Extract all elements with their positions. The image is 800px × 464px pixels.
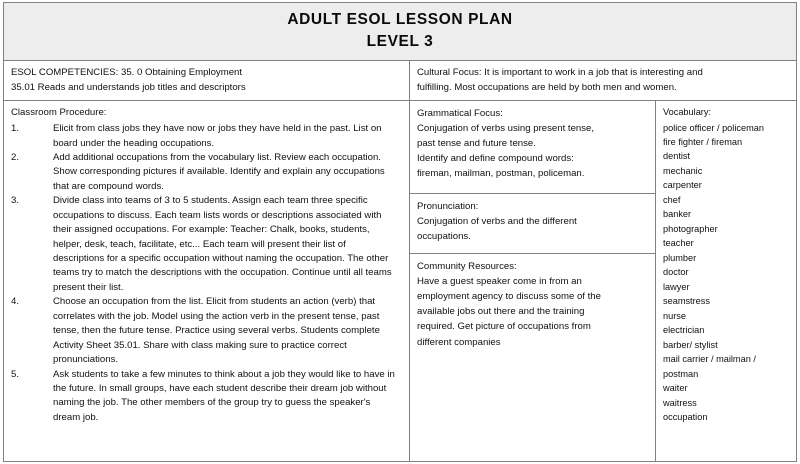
- pronunciation-line: occupations.: [417, 231, 471, 243]
- vocabulary-item: plumber: [663, 252, 697, 263]
- pronunciation-line: Conjugation of verbs and the different: [417, 215, 577, 227]
- procedure-step-number: 2.: [11, 151, 20, 163]
- vocabulary-list: [663, 121, 790, 425]
- community-resources-line: employment agency to discuss some of the: [417, 291, 601, 303]
- community-resources-cell: [410, 254, 655, 461]
- procedure-step-text: Elicit from class jobs they have now or jobs they have held in the past. List on board under the heading occupations.: [53, 123, 382, 149]
- community-resources-line: different companies: [417, 336, 501, 348]
- procedure-step-text: Ask students to take a few minutes to think about a job they would like to have in the future. In small groups, have each student describe their dream job without naming the job. The other members of the group try to guess the speaker's dream job.: [53, 368, 395, 423]
- document-header: [4, 3, 796, 61]
- pronunciation-label: Pronunciation:: [417, 200, 479, 212]
- procedure-step-text: Divide class into teams of 3 to 5 students. Assign each team three specific occupations to discuss. Each team lists words or descriptions associated with their assigned occupations. For example: Teacher: Chalk, books, students, helper, desk, teach, facilitate, etc... Each team will present their list of descriptions for a specific occupation without naming the occupation. The other teams try to match the descriptions with the occupation. Continue until all teams present their list.: [53, 195, 392, 293]
- procedure-step-number: 4.: [11, 296, 20, 308]
- community-resources-label: Community Resources:: [417, 260, 517, 272]
- grammatical-focus-line: Identify and define compound words:: [417, 153, 574, 165]
- left-column: [4, 61, 410, 461]
- grammatical-focus-cell: [410, 101, 655, 194]
- vocabulary-label: Vocabulary:: [663, 106, 712, 117]
- vocabulary-item: doctor: [663, 267, 689, 278]
- vocabulary-item: photographer: [663, 223, 718, 234]
- vocabulary-item: postman: [663, 368, 699, 379]
- vocabulary-item: electrician: [663, 325, 705, 336]
- lesson-plan-table: [3, 2, 797, 462]
- vocabulary-item: waiter: [663, 383, 688, 394]
- competencies-line-1: ESOL COMPETENCIES: 35. 0 Obtaining Employment: [11, 67, 243, 78]
- procedure-step: [11, 295, 403, 367]
- vocabulary-item: fire fighter / fireman: [663, 137, 743, 147]
- vocabulary-item: lawyer: [663, 281, 690, 292]
- classroom-procedure-label: Classroom Procedure:: [11, 106, 107, 118]
- competencies-line-2: 35.01 Reads and understands job titles and descriptors: [11, 81, 246, 93]
- vocabulary-item: seamstress: [663, 296, 710, 307]
- vocabulary-item: mechanic: [663, 165, 703, 176]
- procedure-step-text: Choose an occupation from the list. Elicit from students an action (verb) that correlates with the job. Model using the action verb in the present tense, past tense, then the future tense. Practice using several verbs. Students complete Activity Sheet 35.01. Share with class making sure to practice correct pronunciations.: [53, 296, 380, 366]
- procedure-step: [11, 122, 403, 151]
- procedure-step-number: 5.: [11, 368, 20, 380]
- procedure-step: [11, 194, 403, 295]
- community-resources-line: Have a guest speaker come in from an: [417, 275, 582, 287]
- table-body: [4, 61, 796, 461]
- page-subtitle-level: LEVEL 3: [366, 33, 434, 50]
- classroom-procedure-cell: [4, 101, 409, 461]
- vocabulary-item: dentist: [663, 151, 691, 162]
- procedure-step: [11, 151, 403, 194]
- cultural-focus-line-2: fulfilling. Most occupations are held by both men and women.: [417, 81, 677, 93]
- vocabulary-item: occupation: [663, 412, 708, 423]
- cultural-focus-cell: [410, 61, 796, 101]
- right-lower-split: [410, 101, 796, 461]
- grammatical-focus-line: past tense and future tense.: [417, 138, 536, 150]
- vocabulary-item: nurse: [663, 310, 686, 321]
- vocabulary-item: banker: [663, 209, 692, 220]
- grammatical-focus-label: Grammatical Focus:: [417, 107, 503, 119]
- procedure-step: [11, 368, 403, 426]
- grammatical-focus-line: Conjugation of verbs using present tense,: [417, 122, 595, 134]
- vocabulary-item: mail carrier / mailman /: [663, 354, 756, 365]
- vocabulary-item: waitress: [663, 397, 697, 408]
- vocabulary-cell: [656, 101, 796, 461]
- vocabulary-item: barber/ stylist: [663, 339, 718, 350]
- vocabulary-item: chef: [663, 194, 681, 205]
- community-resources-line: required. Get picture of occupations from: [417, 321, 591, 333]
- vocabulary-item: police officer / policeman: [663, 122, 764, 133]
- pronunciation-cell: [410, 194, 655, 254]
- vocabulary-item: carpenter: [663, 180, 702, 191]
- procedure-step-number: 3.: [11, 195, 20, 207]
- grammatical-focus-line: fireman, mailman, postman, policeman.: [417, 168, 585, 180]
- community-resources-line: available jobs out there and the training: [417, 306, 585, 318]
- procedure-step-text: Add additional occupations from the vocabulary list. Review each occupation. Show corresponding pictures if available. Identify and explain any occupations that are compound words.: [53, 151, 385, 192]
- right-column: [410, 61, 796, 461]
- procedure-step-list: [11, 122, 403, 425]
- middle-column: [410, 101, 656, 461]
- page-title: ADULT ESOL LESSON PLAN: [287, 11, 513, 28]
- procedure-step-number: 1.: [11, 123, 20, 135]
- cultural-focus-line-1: Cultural Focus: It is important to work in a job that is interesting and: [417, 67, 703, 78]
- vocabulary-item: teacher: [663, 238, 694, 249]
- esol-competencies-cell: [4, 61, 409, 101]
